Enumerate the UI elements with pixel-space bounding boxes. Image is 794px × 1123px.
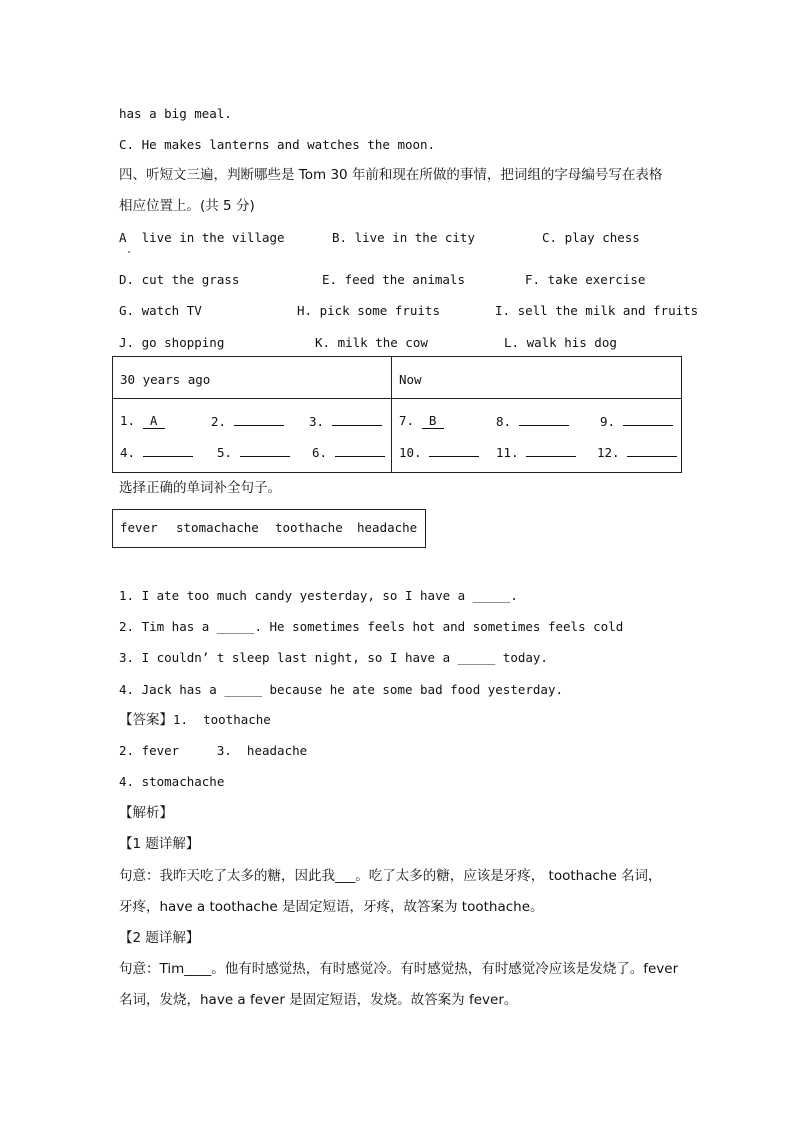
question-1: 1. I ate too much candy yesterday, so I have a _____. — [119, 588, 518, 603]
option-c: C. play chess — [542, 230, 640, 245]
slot-2-num: 2. — [211, 414, 227, 429]
option-k: K. milk the cow — [315, 335, 428, 350]
answer-line-2: 2. fever 3. headache — [119, 743, 308, 758]
analysis-label: 【解析】 — [119, 805, 173, 821]
past-answers-cell — [113, 399, 392, 473]
slot-4-blank[interactable] — [143, 444, 193, 457]
now-answers-cell — [392, 399, 682, 473]
answer-label: 【答案】 — [119, 712, 173, 728]
word-fever: fever — [120, 520, 158, 535]
slot-7-num: 7. — [399, 413, 415, 428]
slot-10-blank[interactable] — [429, 444, 479, 457]
header-past: 30 years ago — [120, 372, 211, 387]
word-stomachache: stomachache — [176, 520, 259, 535]
word-bank — [112, 509, 426, 548]
slot-1-num: 1. — [120, 413, 136, 428]
option-l: L. walk his dog — [504, 335, 617, 350]
section5-title: 选择正确的单词补全句子。 — [119, 480, 281, 496]
slot-9-blank[interactable] — [623, 413, 673, 426]
section4-title-line2: 相应位置上。(共 5 分) — [119, 198, 255, 214]
slot-9-num: 9. — [600, 414, 616, 429]
option-b: B. live in the city — [332, 230, 475, 245]
question-3: 3. I couldn’ t sleep last night, so I have a _____ today. — [119, 650, 548, 665]
answer-line-4: 4. stomachache — [119, 774, 225, 789]
slot-11-blank[interactable] — [526, 444, 576, 457]
slot-7-answer[interactable]: B — [422, 413, 444, 429]
option-f: F. take exercise — [525, 272, 646, 287]
slot-2-blank[interactable] — [234, 413, 284, 426]
slot-3-blank[interactable] — [332, 413, 382, 426]
slot-6-blank[interactable] — [335, 444, 385, 457]
question-2: 2. Tim has a _____. He sometimes feels hot and sometimes feels cold — [119, 619, 624, 634]
text-line-option-c: C. He makes lanterns and watches the moon. — [119, 137, 436, 152]
question-4: 4. Jack has a _____ because he ate some bad food yesterday. — [119, 682, 564, 697]
word-headache: headache — [357, 520, 418, 535]
option-d: D. cut the grass — [119, 272, 240, 287]
slot-8-blank[interactable] — [519, 413, 569, 426]
slot-10-num: 10. — [399, 445, 422, 460]
stray-mark — [128, 251, 130, 253]
header-past-cell — [113, 357, 392, 399]
slot-5-num: 5. — [217, 445, 233, 460]
detail2-line1: 句意：Tim____。他有时感觉热，有时感觉冷。有时感觉热，有时感觉冷应该是发烧了。fever — [119, 961, 679, 977]
slot-5-blank[interactable] — [240, 444, 290, 457]
option-i: I. sell the milk and fruits — [495, 303, 699, 318]
word-toothache: toothache — [275, 520, 343, 535]
option-h: H. pick some fruits — [297, 303, 440, 318]
slot-1-answer[interactable]: A — [143, 413, 165, 429]
option-j: J. go shopping — [119, 335, 225, 350]
option-a: A live in the village — [119, 230, 285, 245]
answer-line-1 — [119, 712, 271, 728]
text-line-meal: has a big meal. — [119, 106, 232, 121]
slot-3-num: 3. — [309, 414, 325, 429]
section4-title-line1: 四、听短文三遍，判断哪些是 Tom 30 年前和现在所做的事情，把词组的字母编号写在表格 — [119, 167, 663, 183]
slot-4-num: 4. — [120, 445, 136, 460]
header-now-cell — [392, 357, 682, 399]
slot-8-num: 8. — [496, 414, 512, 429]
detail1-line1: 句意：我昨天吃了太多的糖，因此我___。吃了太多的糖，应该是牙疼， toothache 名词， — [119, 868, 662, 884]
option-e: E. feed the animals — [322, 272, 465, 287]
answer-table — [112, 356, 682, 473]
detail2-label: 【2 题详解】 — [119, 930, 200, 946]
slot-6-num: 6. — [312, 445, 328, 460]
slot-12-blank[interactable] — [627, 444, 677, 457]
option-g: G. watch TV — [119, 303, 202, 318]
slot-11-num: 11. — [496, 445, 519, 460]
detail2-line2: 名词，发烧，have a fever 是固定短语，发烧。故答案为 fever。 — [119, 992, 518, 1008]
header-now: Now — [399, 372, 422, 387]
answer-1: 1. toothache — [173, 712, 271, 727]
slot-12-num: 12. — [597, 445, 620, 460]
detail1-line2: 牙疼，have a toothache 是固定短语，牙疼，故答案为 toothache。 — [119, 899, 544, 915]
detail1-label: 【1 题详解】 — [119, 836, 200, 852]
